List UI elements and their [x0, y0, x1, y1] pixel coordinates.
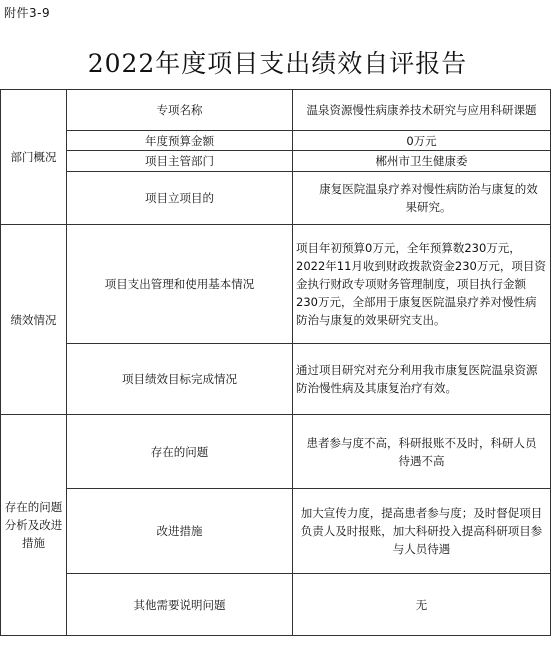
row-label-supervisor: 项目主管部门: [67, 151, 293, 172]
table-row: [1, 225, 551, 344]
table-row: [1, 151, 551, 172]
table-row: [1, 90, 551, 131]
section-category-performance: 绩效情况: [1, 225, 67, 415]
row-value-supervisor: 郴州市卫生健康委: [293, 151, 551, 172]
row-value-purpose: 康复医院温泉疗养对慢性病防治与康复的效果研究。: [293, 172, 551, 225]
row-value-fund-usage: 项目年初预算0万元，全年预算数230万元，2022年11月收到财政拨款资金230万元，项目资金执行财政专项财务管理制度，项目执行金额230万元，全部用于康复医院温泉疗养对慢性病防治与康复的效果研究支出。: [293, 225, 551, 344]
attachment-label: 附件3-9: [4, 6, 51, 20]
row-label-fund-usage: 项目支出管理和使用基本情况: [67, 225, 293, 344]
table-row: [1, 574, 551, 636]
table-row: [1, 172, 551, 225]
table-row: [1, 415, 551, 489]
table-row: [1, 344, 551, 415]
row-label-improvements: 改进措施: [67, 489, 293, 574]
section-category-issues: 存在的问题分析及改进措施: [1, 415, 67, 636]
section-category-dept: 部门概况: [1, 90, 67, 225]
row-value-problems: 患者参与度不高，科研报账不及时，科研人员待遇不高: [293, 415, 551, 489]
row-value-improvements: 加大宣传力度，提高患者参与度；及时督促项目负责人及时报账，加大科研投入提高科研项目参与人员待遇: [293, 489, 551, 574]
row-label-other: 其他需要说明问题: [67, 574, 293, 636]
row-value-goal-completion: 通过项目研究对充分利用我市康复医院温泉资源防治慢性病及其康复治疗有效。: [293, 344, 551, 415]
report-table: [0, 89, 551, 636]
row-label-problems: 存在的问题: [67, 415, 293, 489]
row-label-annual-budget: 年度预算金额: [67, 131, 293, 151]
table-row: [1, 489, 551, 574]
row-label-purpose: 项目立项目的: [67, 172, 293, 225]
row-label-goal-completion: 项目绩效目标完成情况: [67, 344, 293, 415]
row-value-annual-budget: 0万元: [293, 131, 551, 151]
report-title: 2022年度项目支出绩效自评报告: [87, 49, 468, 78]
table-row: [1, 131, 551, 151]
row-value-other: 无: [293, 574, 551, 636]
row-value-project-name: 温泉资源慢性病康养技术研究与应用科研课题: [293, 90, 551, 131]
row-label-project-name: 专项名称: [67, 90, 293, 131]
